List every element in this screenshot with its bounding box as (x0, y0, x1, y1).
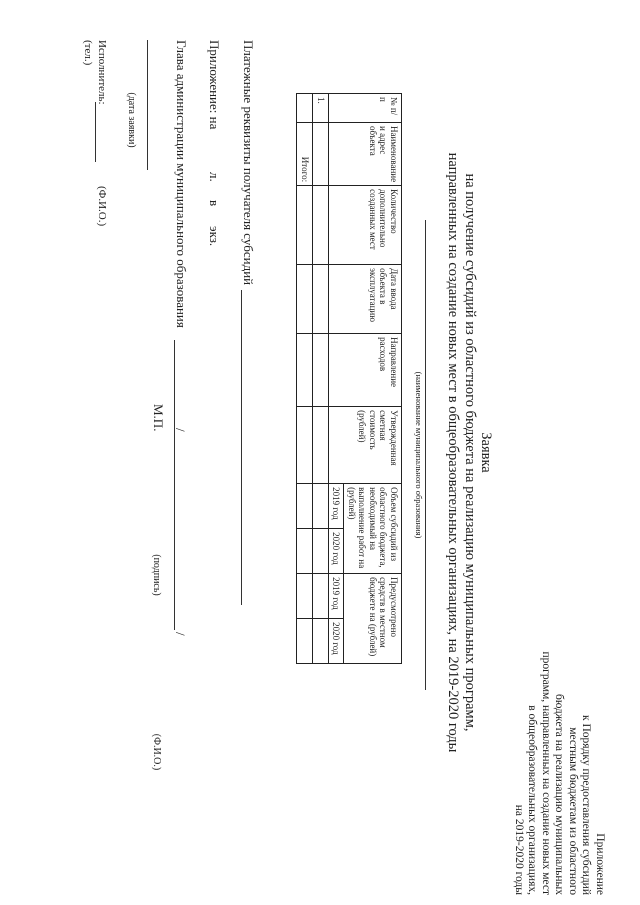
appendix-line: бюджета на реализацию муниципальных (553, 693, 566, 895)
table-cell (313, 334, 329, 407)
header-date: Дата ввода объекта в эксплуатацию (329, 265, 402, 334)
fio-line (174, 440, 175, 630)
header-year: 2019 год (329, 574, 345, 619)
table-cell (313, 265, 329, 334)
table-cell (297, 186, 313, 265)
appendix-block (512, 595, 607, 895)
request-table (296, 93, 402, 664)
payment-details-label: Платежные реквизиты получателя субсидий (241, 40, 256, 286)
executor-label: Исполнитель: (96, 40, 108, 105)
table-cell (313, 574, 329, 619)
table-row (313, 94, 329, 664)
table-cell (313, 186, 329, 265)
table-cell (297, 334, 313, 407)
table-cell (297, 484, 313, 529)
form-title-line-2: направленных на создание новых мест в общеобразовательных организациях, на 2019-2020 годы (445, 152, 461, 753)
header-count: Количество дополнительно созданных мест (329, 186, 402, 265)
header-year: 2020 год (329, 529, 345, 574)
signature-caption: (подпись) (151, 554, 162, 596)
header-regional: Объем субсидий из областного бюджета, необходимый на выполнение работ на (рублей) (344, 484, 402, 574)
executor-line (95, 102, 96, 162)
date-caption: (дата заявки) (126, 92, 137, 148)
table-cell (313, 407, 329, 484)
signature-slash: / (173, 428, 188, 432)
table-cell (313, 529, 329, 574)
header-year: 2020 год (329, 619, 345, 664)
appendix-line: в общеобразовательных организациях, (526, 705, 539, 895)
municipality-line (425, 220, 426, 690)
date-line (147, 40, 148, 170)
appendix-line: к Порядку предоставления субсидий (580, 715, 593, 895)
row-number: 1. (313, 94, 329, 123)
table-cell (297, 94, 313, 123)
header-direction: Направление расходов (329, 334, 402, 407)
total-label: Итого: (297, 123, 313, 186)
payment-details-line (241, 290, 242, 605)
header-year: 2019 год (329, 484, 345, 529)
table-cell (313, 619, 329, 664)
header-name: Наименование и адрес объекта (329, 123, 402, 186)
table-cell (313, 484, 329, 529)
signature-slash: / (173, 632, 188, 636)
header-local: Предусмотрено средств в местном бюджете на (рублей) (344, 574, 402, 664)
table-cell (313, 123, 329, 186)
appendix-line: местным бюджетам из областного (567, 727, 579, 895)
executor-phone: (тел.) (82, 40, 94, 66)
attachment-sheets: л. (207, 172, 222, 182)
head-label: Глава администрации муниципального образования (174, 40, 189, 328)
table-cell (297, 265, 313, 334)
stamp-label: М.П. (151, 404, 166, 432)
table-total-row (297, 94, 313, 664)
executor-fio-caption: (Ф.И.О.) (96, 186, 108, 227)
municipality-caption: (наименование муниципального образования) (414, 371, 424, 539)
fio-caption: (Ф.И.О.) (151, 733, 162, 771)
appendix-label: Приложение (594, 833, 606, 895)
appendix-line: программ, направленных на создание новых мест (540, 651, 552, 895)
appendix-line: на 2019-2020 годы (513, 804, 525, 895)
header-cost: Утвержденная сметная стоимость (рублей) (329, 407, 402, 484)
form-heading: Заявка (478, 432, 494, 473)
attachment-copies: экз. (207, 226, 222, 247)
form-title-line-1: на получение субсидий из областного бюджета на реализацию муниципальных программ, (462, 173, 478, 732)
header-num: № п/п (329, 94, 402, 123)
attachment-in: в (207, 200, 222, 207)
table-header-row (344, 94, 402, 664)
table-cell (297, 619, 313, 664)
attachment-label: Приложение: на (207, 40, 222, 130)
table-cell (297, 529, 313, 574)
table-cell (297, 574, 313, 619)
table-cell (297, 407, 313, 484)
